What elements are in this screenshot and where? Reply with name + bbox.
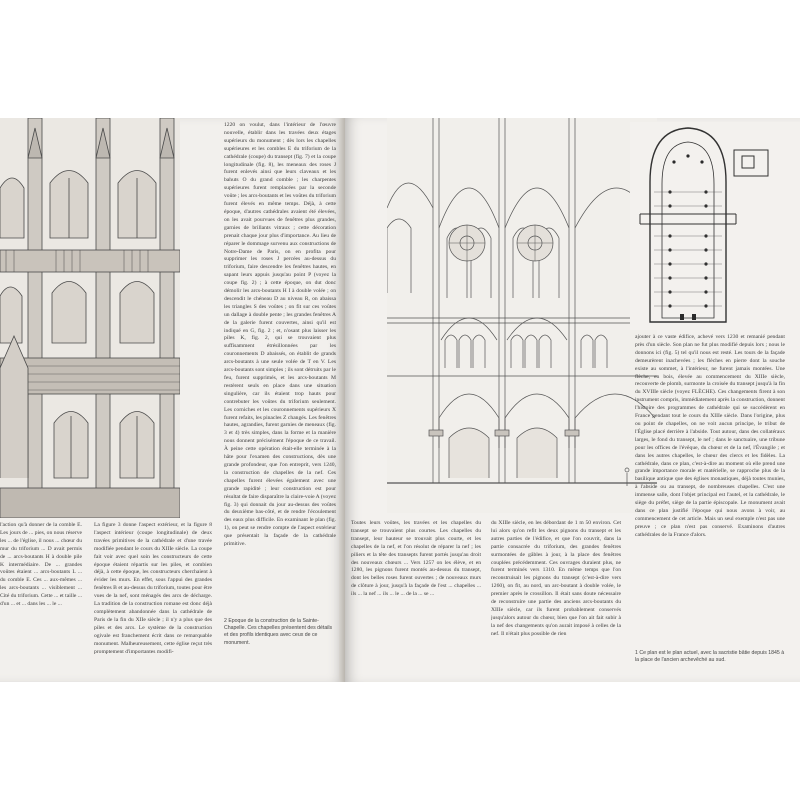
paragraph: du XIIIe siècle, en les débordant de 1 m 50 environ. Cet lui alors qu'on refit les deux pignons du transept et les autres parties de l'édifice, et que l'on couvrit, dans la partie consacrée du triforium, des grandes fenêtres surmontées de gâbles à jour, à la place des fenêtres couplées précédemment. Ces ouvrages duraient plus, ne furent terminés vers 1310. En même temps que l'on reconstruisait les pignons du transept (c'est-à-dire vers 1260), on fit, au nord, un arc-boutant à double volée, le premier après le crossillon. Il était sans doute nécessaire de reconstruire une partie des anciens arcs-boutants du XIIIe siècle, car ils furent probablement conservés jusqu'alors autour du chœur, bien que l'on ait fait subir à la nef des changements qu'on aurait imposé à celles de la nef. Il n'était plus possible de rien [491,520,621,637]
book-spread [0,118,800,682]
cathedral-floor-plan [630,122,800,330]
paragraph: La figure 3 donne l'aspect extérieur, et la figure 8 l'aspect intérieur (coupe longitudinale) de deux travées primitives de la cathédrale et d'une travée modifiée pendant le cours du XIIIe siècle. La coupe fait voir avec quel soin les constructeurs de cette époque étaient répartis sur les piles, et combien déjà, à cette époque, les constructeurs cherchaient à évider les murs. En effet, sous l'appui des grandes fenêtres B et au-dessus du triforium, toutes pour être vues de la nef, sont ménagés des arcs de décharge. La tradition de la construction romane est donc déjà complètement abandonnée dans la cathédrale de Paris de la fin du XIIe siècle ; il n'y a plus que des piles et des arcs. Le système de la construction ogivale est franchement écrit dans ce remarquable monument. Malheureusement, cette église reçut très promptement d'importantes modifi- [94,522,212,655]
right-text-col-2 [491,520,621,678]
caption-text: 1 Ce plan est le plan actuel, avec la sacristie bâtie depuis 1845 à la place de l'ancien archevêché au sud. [635,650,785,664]
left-text-col-3 [224,122,336,612]
right-page [345,118,800,682]
left-text-col-1 [0,522,82,682]
caption-text: 2 Époque de la construction de la Sainte-Chapelle. Ces chapelles présentent des détails et des profils identiques avec ceux de ce monument. [224,618,333,646]
right-text-col-1 [351,520,481,678]
right-text-col-3 [635,334,785,646]
paragraph: l'action qu'à donner de la comble E. Les jours de ... pies, on nous réserve les ... de l'église, il nous ... chœur du mur du triforium ... D avait permis de ... arcs-boutants H à double pile K intermédiaire. De ... grandes voûtes étaient ... arcs-boutants L ... du comble E. Ces ... aux-mêmes ... les arcs-boutants ... visiblement ... Cité du triforium. Cette ... et taille ... d'un ... et ... dans les ... le ... [0,522,82,608]
left-caption [224,618,336,678]
plan-caption [635,650,785,680]
left-text-col-2 [94,522,212,682]
nave-elevation-engraving [387,118,657,513]
paragraph: 1220 on voulut, dans l'intérieur de l'œuvre nouvelle, établir dans les travées deux étages supérieurs du monument ; dès lors les chapelles supérieures et les combles E du triforium de la cathédrale (coupe) du transept (fig. 7) et la coupe longitudinale (fig. 8), les meneaux des roses J furent enlevés ainsi que leurs claveaux et les bahuts O du grand comble ; les charpentes supérieures furent remplacées par la seconde voûte ; les arcs-boutants et les voûtes du triforium furent élevés en même temps. Déjà, à cette époque, d'autres cathédrales avaient été élevées, on les avait pourvues de fenêtres plus grandes, garnies de brillants vitraux ; cette décoration prenait chaque jour plus d'importance. Au lieu de réparer le dommage survenu aux constructions de Notre-Dame de Paris, on en profita pour supprimer les roses J percées au-dessus du triforium, faire descendre les fenêtres hautes, en sapant leurs appuis jusqu'au point P (voyez la coupe fig. 2) ; à cette époque, on dut donc démolir les arcs-boutants H I à double volée ; on descendit le chéneau D au niveau R, on abaissa les triangles S des voûtes ; on fit sur ces voûtes un dallage à double pente ; les grandes fenêtres A de la galerie furent couvertes, ainsi qu'il est indiqué en G, fig. 2 ; et, n'osant plus laisser les piles K, fig. 2, qui se trouvaient plus suffisamment étrésillonnées par les couronnements D abaissés, on établit de grands arcs-boutants à une seule volée de T en V. Les arcs-boutants sont simples ; ils sont détruits par le feu, furent supprimés, et les arcs-boutants M restèrent seuls en place dans une situation singulière, car ils étaient trop hauts pour contrebuter les voûtes du triforium seulement. Les corniches et les couronnements supérieurs X furent refaits, les pinacles Z changés. Les fenêtres hautes, agrandies, furent garnies de meneaux (fig. 3 et 4) très simples, dans la forme et la manière nous donnent précisément l'époque de ce travail. À peine cette opération était-elle terminée à la hâte pour l'examen des constructions, dès une grande profondeur, que l'on entreprit, vers 1240, la construction de chapelles de la nef. Ces chapelles furent élevées également avec une grande rapidité ; leur construction est pour résultat de faire disparaître la claire-voie A (voyez fig. 3) qui donnait du jour au-dessus des voûtes du deuxième bas-côté, et de rendre l'écoulement des eaux plus difficile. En examinant le plan (fig. 1), on peut se rendre compte de l'aspect extérieur que présentait la façade de la cathédrale primitive. [224,122,336,548]
paragraph: Toutes leurs voûtes, les travées et les chapelles du transept se trouvaient plus courtes. Les chapelles du transept, leur hauteur se trouvait plus courte, et les chapelles de la nef, et l'on résolut de réparer la nef ; les piliers et la tête des transepts furent portés jusqu'au droit des nouveaux chœurs ... Vers 1257 on les élève, et en 1280, les pignons furent montés au-dessus du transept, dont les belles roses furent ouvertes ; de nouveaux murs de clôture à jour, jusqu'à la façade de l'est ... chapelles ... ils ... la nef ... ils ... le ... de la ... se ... [351,520,481,598]
paragraph: ajouter à ce vaste édifice, achevé vers 1230 et remanié pendant près d'un siècle. Son plan ne fut plus modifié depuis lors ; nous le donnons ici (fig. 5) tel qu'il nous est resté. Les tours de la façade demeurèrent inachevées ; les flèches en pierre dont la souche existe au sommet, à l'intérieur, ne furent jamais montées. Une flèche, en bois, élevée au commencement du XIIIe siècle, recouverte de plomb, surmonte la croisée du transept jusqu'à la fin du XVIIIe siècle (voyez FLÈCHE). Ces changements firent à son instrument compris, immédiatement après la construction, donnent l'histoire des programmes de cathédrale qui se succédèrent en France pendant tout le cours du XIIIe siècle. Dans l'origine, plus ou point de chapelles, on ne voit aucun principe, le tribut de l'Église placé derrière à l'abside. Tout autour, dans des collatéraux larges, le fond du transept, le nef ; dans le sanctuaire, une tribune pour les offices de l'évêque, du chœur et de la nef, l'Évangile ; et dans les autres chapelles, le chœur des clercs et les fidèles. La cathédrale, dans ce plan, c'est-à-dire au moment où elle prend une grande importance morale et matérielle, se rapproche plus de la basilique antique que des églises monastiques, déjà toutes munies, à l'abside ou au transept, de nombreuses chapelles. C'est une immense salle, dont l'objet principal est l'autel, et la cathédrale, le siège du préfet, siège de la partie épiscopale. Le monument avait dans ce plan justifié l'époque qui nous avons à voir, au commencement de cet article. Mais un seul exemple n'est pas une preuve ; ce plan n'est pas conservé. Examinons d'autres cathédrales de la France d'alors. [635,334,785,538]
left-page [0,118,345,682]
cathedral-facade-engraving [0,118,180,518]
